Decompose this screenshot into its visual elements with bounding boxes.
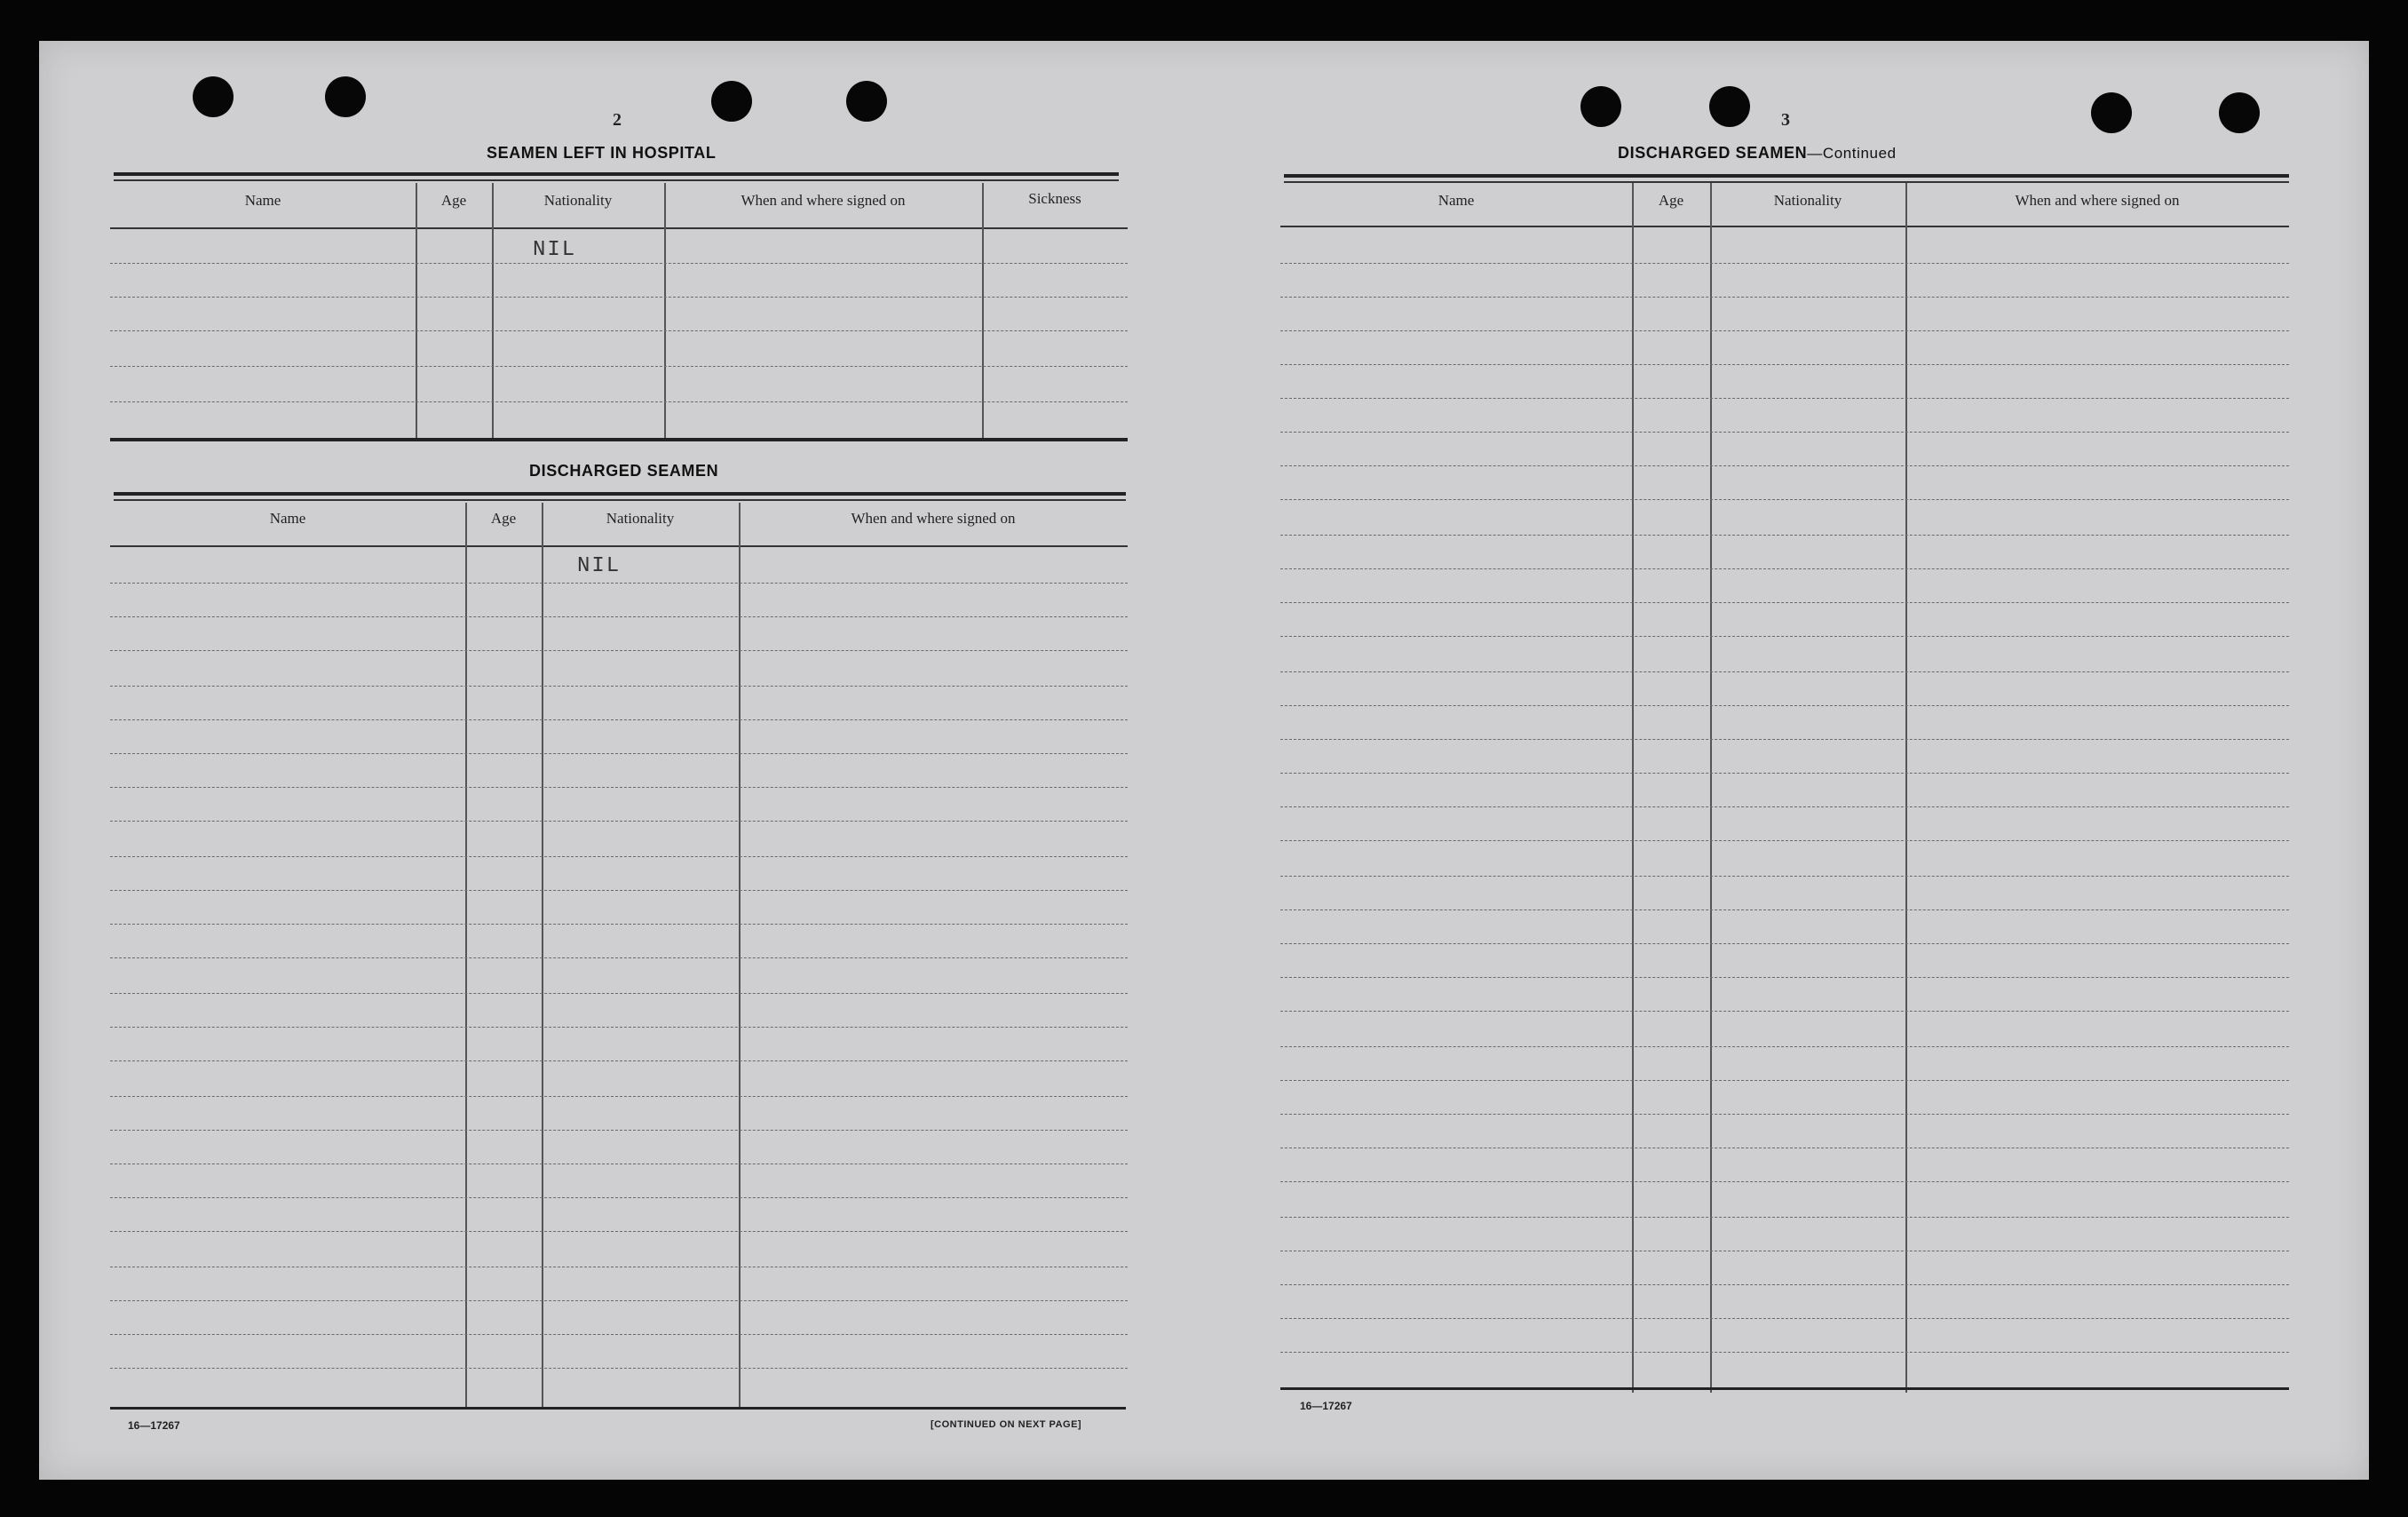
col-divider bbox=[542, 503, 543, 1409]
row-line bbox=[110, 719, 1128, 720]
row-line bbox=[110, 583, 1128, 584]
hospital-nil-entry: NIL bbox=[533, 238, 577, 262]
row-line bbox=[1280, 1046, 2289, 1047]
row-line bbox=[110, 1027, 1128, 1028]
row-line bbox=[1280, 263, 2289, 264]
row-line bbox=[1280, 806, 2289, 807]
row-line bbox=[1280, 636, 2289, 637]
page-number-left: 2 bbox=[613, 110, 622, 130]
row-line bbox=[1280, 1011, 2289, 1012]
discharged-continued-title bbox=[1618, 144, 1897, 163]
punch-hole bbox=[325, 76, 366, 117]
col-name: Name bbox=[269, 510, 306, 527]
discharged-continued-title-main: DISCHARGED SEAMEN bbox=[1618, 144, 1808, 162]
form-code-right: 16—17267 bbox=[1300, 1400, 1352, 1412]
col-divider bbox=[465, 503, 467, 1409]
row-line bbox=[110, 957, 1128, 958]
discharged-table bbox=[110, 503, 1128, 1409]
row-line bbox=[1280, 432, 2289, 433]
punch-hole bbox=[1580, 86, 1621, 127]
discharged-top-rule-thin bbox=[114, 499, 1126, 501]
row-line bbox=[1280, 977, 2289, 978]
col-divider bbox=[739, 503, 741, 1409]
discharged-nil-entry: NIL bbox=[577, 554, 622, 578]
row-line bbox=[1280, 1080, 2289, 1081]
right-top-rule bbox=[1284, 174, 2289, 178]
row-line bbox=[1280, 1318, 2289, 1319]
row-line bbox=[110, 856, 1128, 857]
col-age: Age bbox=[1658, 192, 1684, 209]
row-line bbox=[110, 1334, 1128, 1335]
row-line bbox=[1280, 297, 2289, 298]
row-line bbox=[1280, 1217, 2289, 1218]
row-line bbox=[110, 1300, 1128, 1301]
punch-hole bbox=[846, 81, 887, 122]
hospital-top-rule-thin bbox=[114, 179, 1119, 181]
col-nationality: Nationality bbox=[1773, 192, 1842, 209]
row-line bbox=[1280, 739, 2289, 740]
row-line bbox=[110, 1130, 1128, 1131]
discharged-section-title: DISCHARGED SEAMEN bbox=[529, 462, 719, 480]
row-line bbox=[1280, 364, 2289, 365]
row-line bbox=[110, 330, 1128, 331]
row-line bbox=[1280, 1181, 2289, 1182]
row-line bbox=[1280, 465, 2289, 466]
row-line bbox=[110, 787, 1128, 788]
hospital-bottom-rule bbox=[110, 438, 1128, 441]
row-line bbox=[1280, 840, 2289, 841]
discharged-top-rule bbox=[114, 492, 1126, 496]
punch-hole bbox=[1709, 86, 1750, 127]
row-line bbox=[110, 1231, 1128, 1232]
col-name: Name bbox=[1438, 192, 1475, 209]
row-line bbox=[110, 1060, 1128, 1061]
discharged-continued-title-suffix: —Continued bbox=[1807, 145, 1897, 162]
row-line bbox=[110, 1096, 1128, 1097]
row-line bbox=[1280, 1284, 2289, 1285]
col-sickness: Sickness bbox=[1028, 190, 1081, 207]
row-line bbox=[1280, 943, 2289, 944]
row-line bbox=[1280, 705, 2289, 706]
row-line bbox=[1280, 876, 2289, 877]
row-line bbox=[1280, 602, 2289, 603]
punch-hole bbox=[2219, 92, 2260, 133]
hospital-top-rule bbox=[114, 172, 1119, 176]
col-nationality: Nationality bbox=[606, 510, 675, 527]
row-line bbox=[110, 616, 1128, 617]
hospital-section-title: SEAMEN LEFT IN HOSPITAL bbox=[487, 144, 717, 162]
row-line bbox=[1280, 671, 2289, 672]
row-line bbox=[1280, 773, 2289, 774]
row-line bbox=[1280, 568, 2289, 569]
left-bottom-rule bbox=[110, 1407, 1126, 1410]
row-line bbox=[1280, 909, 2289, 910]
right-bottom-rule bbox=[1280, 1387, 2289, 1390]
col-name: Name bbox=[244, 192, 281, 209]
row-line bbox=[110, 924, 1128, 925]
col-age: Age bbox=[440, 192, 467, 209]
col-signed-on: When and where signed on bbox=[2015, 192, 2180, 209]
continued-note: [CONTINUED ON NEXT PAGE] bbox=[931, 1419, 1082, 1430]
col-nationality: Nationality bbox=[543, 192, 613, 209]
row-line bbox=[110, 366, 1128, 367]
row-line bbox=[1280, 1352, 2289, 1353]
header-rule bbox=[110, 227, 1128, 229]
row-line bbox=[110, 821, 1128, 822]
row-line bbox=[110, 1197, 1128, 1198]
punch-hole bbox=[2091, 92, 2132, 133]
row-line bbox=[110, 753, 1128, 754]
row-line bbox=[1280, 398, 2289, 399]
form-code-left: 16—17267 bbox=[128, 1419, 180, 1432]
header-rule bbox=[1280, 226, 2289, 227]
row-line bbox=[110, 993, 1128, 994]
punch-hole bbox=[193, 76, 234, 117]
hospital-table bbox=[110, 183, 1128, 442]
col-signed-on: When and where signed on bbox=[851, 510, 1016, 527]
row-line bbox=[1280, 535, 2289, 536]
row-line bbox=[1280, 499, 2289, 500]
col-signed-on: When and where signed on bbox=[741, 192, 906, 209]
discharged-continued-table bbox=[1280, 183, 2289, 1393]
row-line bbox=[110, 890, 1128, 891]
row-line bbox=[110, 263, 1128, 264]
header-rule bbox=[110, 545, 1128, 547]
punch-hole bbox=[711, 81, 752, 122]
page-number-right: 3 bbox=[1781, 110, 1790, 130]
row-line bbox=[1280, 330, 2289, 331]
col-age: Age bbox=[490, 510, 517, 527]
row-line bbox=[110, 297, 1128, 298]
row-line bbox=[1280, 1114, 2289, 1115]
row-line bbox=[110, 1368, 1128, 1369]
row-line bbox=[110, 686, 1128, 687]
row-line bbox=[110, 401, 1128, 402]
row-line bbox=[110, 650, 1128, 651]
